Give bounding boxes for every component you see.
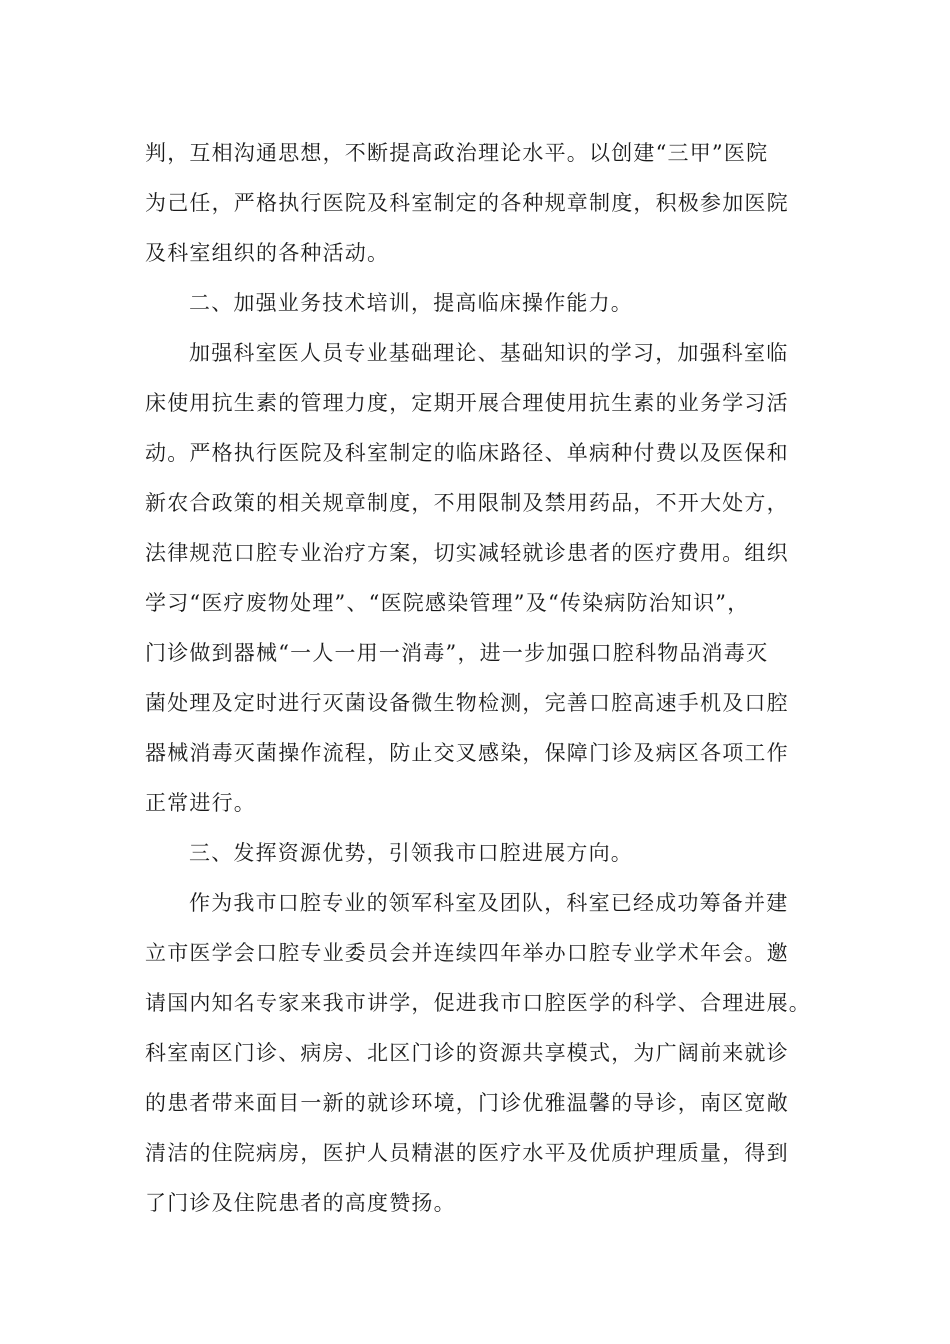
text-line: 立市医学会口腔专业委员会并连续四年举办口腔专业学术年会。邀 [145, 941, 789, 965]
text-line: 门诊做到器械“一人一用一消毒”，进一步加强口腔科物品消毒灭 [145, 641, 769, 665]
section-heading: 三、发挥资源优势，引领我市口腔进展方向。 [189, 841, 633, 865]
text-line: 的患者带来面目一新的就诊环境，门诊优雅温馨的导诊，南区宽敞 [145, 1091, 789, 1115]
text-line: 作为我市口腔专业的领军科室及团队，科室已经成功筹备并建 [189, 891, 789, 915]
text-line: 科室南区门诊、病房、北区门诊的资源共享模式，为广阔前来就诊 [145, 1041, 789, 1065]
text-line: 正常进行。 [145, 791, 256, 815]
text-line: 加强科室医人员专业基础理论、基础知识的学习，加强科室临 [189, 341, 789, 365]
text-line: 及科室组织的各种活动。 [145, 241, 390, 265]
text-line: 法律规范口腔专业治疗方案，切实减轻就诊患者的医疗费用。组织 [145, 541, 789, 565]
text-line: 清洁的住院病房，医护人员精湛的医疗水平及优质护理质量，得到 [145, 1141, 789, 1165]
body-text [145, 128, 811, 1228]
text-line: 动。严格执行医院及科室制定的临床路径、单病种付费以及医保和 [145, 441, 789, 465]
text-line: 菌处理及定时进行灭菌设备微生物检测，完善口腔高速手机及口腔 [145, 691, 789, 715]
text-line: 为己任，严格执行医院及科室制定的各种规章制度，积极参加医院 [145, 191, 789, 215]
section-heading: 二、加强业务技术培训，提高临床操作能力。 [189, 291, 633, 315]
text-line: 新农合政策的相关规章制度，不用限制及禁用药品，不开大处方， [145, 491, 789, 515]
text-line: 了门诊及住院患者的高度赞扬。 [145, 1191, 456, 1215]
text-line: 请国内知名专家来我市讲学，促进我市口腔医学的科学、合理进展。 [145, 991, 811, 1015]
text-line: 器械消毒灭菌操作流程，防止交叉感染，保障门诊及病区各项工作 [145, 741, 789, 765]
text-line: 床使用抗生素的管理力度，定期开展合理使用抗生素的业务学习活 [145, 391, 789, 415]
text-line: 判，互相沟通思想，不断提高政治理论水平。以创建“三甲”医院 [145, 141, 769, 165]
text-line: 学习“医疗废物处理”、“医院感染管理”及“传染病防治知识”， [145, 591, 750, 615]
